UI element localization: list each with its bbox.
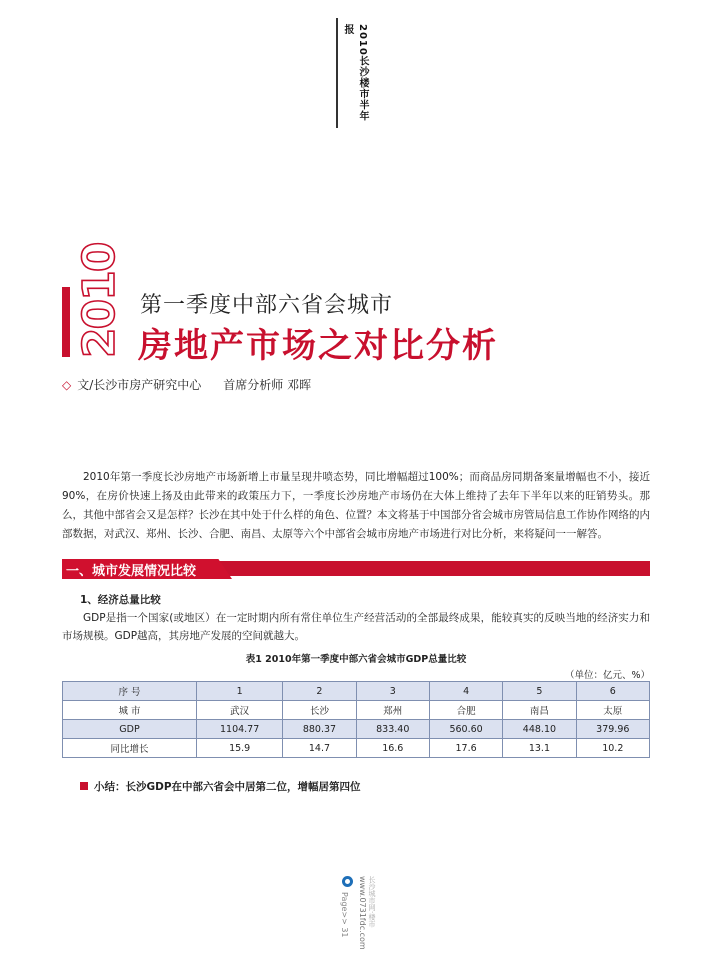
site-logo-dot [345,879,350,884]
year-badge-bar [62,287,70,357]
article-title-line2: 房地产市场之对比分析 [138,326,498,366]
year-badge-digits: 2010 [74,243,125,358]
table-cell: 3 [356,682,429,701]
table-row [63,682,650,701]
intro-paragraph: 2010年第一季度长沙房地产市场新增上市量呈现井喷态势，同比增幅超过100%；而商品房同期备案量增幅也不小，接近90%，在房价快速上扬及由此带来的政策压力下，一季度长沙房地产市场仍在大体上维持了去年下半年以来的旺销势头。那么，其他中部省会又是怎样？长沙在其中处于什么样的角色、位置？本文将基于中国部分省会城市房管局信息工作协作网络的内部数据，对武汉、郑州、长沙、合肥、南昌、太原等六个中部省会城市房地产市场进行对比分析，来将疑问一一解答。 [62,471,650,540]
table-cell: 武汉 [197,701,283,720]
site-name: 长沙城市网·楼市 [368,876,376,928]
table-row [63,720,650,739]
author-org: 文/长沙市房产研究中心 [77,378,202,392]
gdp-table [62,681,650,758]
table-cell: 南昌 [503,701,576,720]
section-title: 一、城市发展情况比较 [66,564,197,579]
header-title: 2010长沙楼市半年报 [342,24,368,122]
table-cell: 郑州 [356,701,429,720]
table-cell: 4 [429,682,502,701]
table-cell: 14.7 [283,739,356,758]
table-cell: 880.37 [283,720,356,739]
table-unit: （单位：亿元、%） [564,670,650,681]
site-url: www.0731fdc.com [358,876,367,950]
table-cell: 序 号 [63,682,197,701]
table-cell: 16.6 [356,739,429,758]
table-cell: 833.40 [356,720,429,739]
page-number: Page>> 31 [340,892,349,938]
table-cell: 1 [197,682,283,701]
table-row [63,739,650,758]
table-cell: 长沙 [283,701,356,720]
table-cell: 2 [283,682,356,701]
running-header [316,18,368,128]
year-badge [62,243,132,360]
header-rule [336,18,338,128]
subsection-body: GDP是指一个国家(或地区）在一定时期内所有常住单位生产经营活动的全部最终成果，能较真实的反映当地的经济实力和市场规模。GDP越高，其房地产发展的空间就越大。 [62,612,650,642]
table-caption: 表1 2010年第一季度中部六省会城市GDP总量比较 [245,654,467,665]
table-cell: 同比增长 [63,739,197,758]
table-cell: 1104.77 [197,720,283,739]
article-title-line1: 第一季度中部六省会城市 [140,293,394,318]
table-cell: GDP [63,720,197,739]
table-cell: 560.60 [429,720,502,739]
table-cell: 17.6 [429,739,502,758]
author-line [62,376,311,393]
table-cell: 城 市 [63,701,197,720]
table-cell: 10.2 [576,739,649,758]
table-row [63,701,650,720]
article-title-block [62,243,662,366]
table-cell: 15.9 [197,739,283,758]
table-cell: 448.10 [503,720,576,739]
table-cell: 合肥 [429,701,502,720]
table-cell: 太原 [576,701,649,720]
table-cell: 6 [576,682,649,701]
summary-text: 小结：长沙GDP在中部六省会中居第二位，增幅居第四位 [94,781,361,793]
subsection-title: 1、经济总量比较 [80,594,161,606]
table-cell: 13.1 [503,739,576,758]
author-role: 首席分析师 邓晖 [223,378,312,392]
table-cell: 5 [503,682,576,701]
table-cell: 379.96 [576,720,649,739]
square-bullet-icon [80,782,88,790]
diamond-icon: ◇ [62,378,72,392]
page-footer [336,876,386,950]
summary-line [80,779,361,794]
